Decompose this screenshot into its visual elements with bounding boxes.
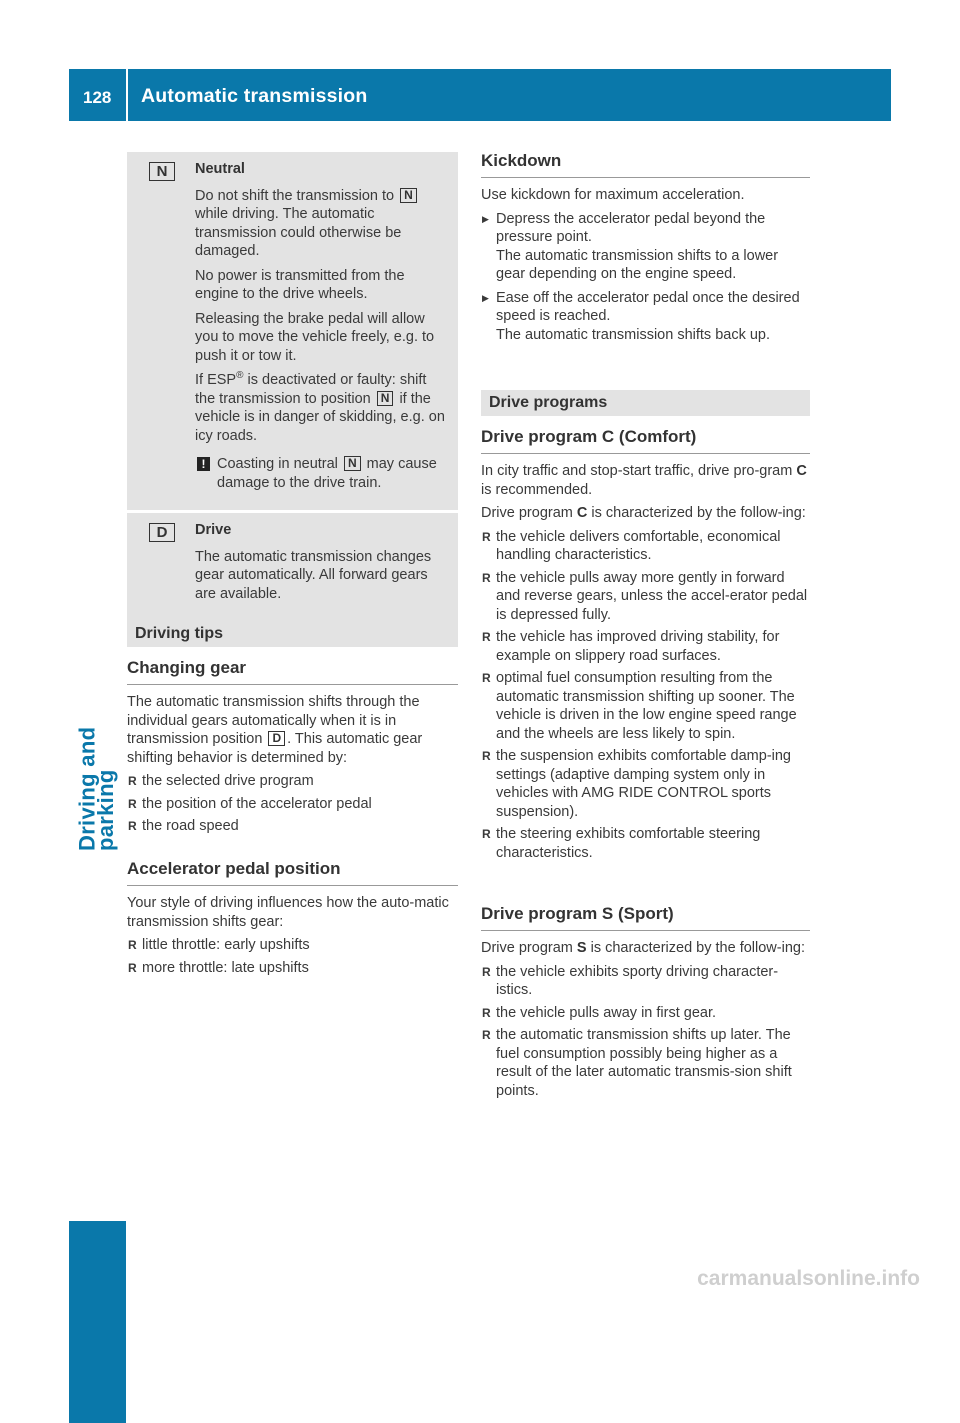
section-drive-programs: Drive programs — [481, 390, 810, 416]
heading-drive-program-s: Drive program S (Sport) — [481, 905, 810, 931]
heading-accelerator-pedal: Accelerator pedal position — [127, 860, 458, 886]
list-item: R the road speed — [127, 817, 458, 836]
list-item: R the vehicle delivers comfortable, economical handling characteristics. — [481, 528, 810, 565]
watermark: carmanualsonline.info — [697, 1267, 920, 1290]
accelerator-text: Your style of driving influences how the auto-matic transmission shifts gear: R little throttle: early upshifts R more throttle: late upshifts — [127, 894, 458, 981]
list-item: R the position of the accelerator pedal — [127, 795, 458, 814]
list-item: R the suspension exhibits comfortable damp-ing settings (adaptive damping system only in vehicles with AMG RIDE CONTROL sports suspension). — [481, 747, 810, 821]
header-divider — [126, 69, 128, 121]
section-driving-tips: Driving tips — [127, 621, 458, 647]
neutral-key-icon: N — [344, 456, 361, 471]
page-number: 128 — [83, 88, 112, 107]
heading-kickdown: Kickdown — [481, 152, 810, 178]
sport-list — [481, 963, 810, 1101]
drive-gear-icon: D — [149, 523, 175, 542]
neutral-key-icon: N — [377, 391, 394, 406]
gear-text: No power is transmitted from the engine to the drive wheels. — [195, 267, 405, 302]
gear-text: The automatic transmission changes gear automatically. All forward gears are available. — [195, 548, 432, 602]
list-item: R the steering exhibits comfortable steering characteristics. — [481, 825, 810, 862]
side-tab-label: Driving and parking — [74, 726, 118, 851]
step-item: ▶ Depress the accelerator pedal beyond the pressure point. The automatic transmission shifts to a lower gear depending on the engine speed. — [481, 210, 810, 284]
comfort-list — [481, 528, 810, 863]
changing-gear-text: The automatic transmission shifts through the individual gears automatically when it is in transmission position D . This automatic gear shifting behavior is determined by: R the selected drive program R the position of the accelerator pedal R the road speed — [127, 693, 458, 840]
gear-text: If ESP® is deactivated or faulty: shift the transmission to position N if the vehicle is in danger of skidding, e.g. on icy roads. — [195, 370, 445, 444]
warning-icon: ! — [197, 457, 210, 471]
drive-key-icon: D — [268, 731, 285, 746]
throttle-list — [127, 936, 458, 977]
list-item: R optimal fuel consumption resulting from the automatic transmission shifting up sooner. The vehicle is driven in the low engine speed range and the wheels are less likely to spin. — [481, 669, 810, 743]
gear-row-drive — [127, 510, 458, 621]
kickdown-text: Use kickdown for maximum acceleration. ▶ Depress the accelerator pedal beyond the pressure point. The automatic transmission shifts to a lower gear depending on the engine speed. ▶ Ease off the accelerator pedal once the desired speed is reached. The automatic transmission shifts back up. — [481, 186, 810, 349]
list-item: R more throttle: late upshifts — [127, 959, 458, 978]
list-item: R the automatic transmission shifts up later. The fuel consumption possibly being higher as a result of the later automatic transmis-sion shift points. — [481, 1026, 810, 1100]
list-item: R little throttle: early upshifts — [127, 936, 458, 955]
list-item: R the vehicle pulls away in first gear. — [481, 1004, 810, 1023]
neutral-key-icon: N — [400, 188, 417, 203]
page-header — [69, 69, 891, 121]
list-item: R the vehicle pulls away more gently in forward and reverse gears, unless the accel-erator pedal is depressed fully. — [481, 569, 810, 625]
gear-factors-list — [127, 772, 458, 836]
warning-note: ! Coasting in neutral N may cause damage to the drive train. — [195, 455, 450, 492]
side-tab — [69, 121, 126, 1302]
gear-name: Neutral — [195, 161, 245, 177]
gear-table — [127, 152, 458, 621]
chapter-title: Automatic transmission — [141, 85, 368, 107]
gear-text: Do not shift the transmission to N while driving. The automatic transmission could otherwise be damaged. — [195, 187, 450, 261]
list-item: R the vehicle has improved driving stability, for example on slippery road surfaces. — [481, 628, 810, 665]
heading-changing-gear: Changing gear — [127, 659, 458, 685]
gear-name: Drive — [195, 522, 232, 538]
heading-drive-program-c: Drive program C (Comfort) — [481, 428, 810, 454]
comfort-text: In city traffic and stop-start traffic, drive pro-gram C is recommended. Drive program C is characterized by the follow-ing: R the vehicle delivers comfortable, economical handling characteristics. R the vehicle pulls away more gently in forward and reverse gears, unless the accel-erator pedal is depressed fully. R the vehicle has improved driving stability, for example on slippery road surfaces. R optimal fuel consumption resulting from the automatic transmission shifting up sooner. The vehicle is driven in the low engine speed range and the wheels are less likely to spin. R the suspension exhibits comfortable damp-ing settings (adaptive damping system only in vehicles with AMG RIDE CONTROL sports suspension). R the steering exhibits comfortable steering characteristics. — [481, 462, 810, 866]
gear-text: Releasing the brake pedal will allow you to move the vehicle freely, e.g. to push it or tow it. — [195, 310, 435, 364]
sport-text: Drive program S is characterized by the follow-ing: R the vehicle exhibits sporty driving character-istics. R the vehicle pulls away in first gear. R the automatic transmission shifts up later. The fuel consumption possibly being higher as a result of the later automatic transmis-sion shift points. — [481, 939, 810, 1104]
neutral-gear-icon: N — [149, 162, 175, 181]
kickdown-steps — [481, 210, 810, 345]
step-item: ▶ Ease off the accelerator pedal once the desired speed is reached. The automatic transmission shifts back up. — [481, 289, 810, 345]
list-item: R the vehicle exhibits sporty driving character-istics. — [481, 963, 810, 1000]
side-tab-block — [69, 1221, 126, 1423]
list-item: R the selected drive program — [127, 772, 458, 791]
gear-row-neutral — [127, 152, 458, 510]
